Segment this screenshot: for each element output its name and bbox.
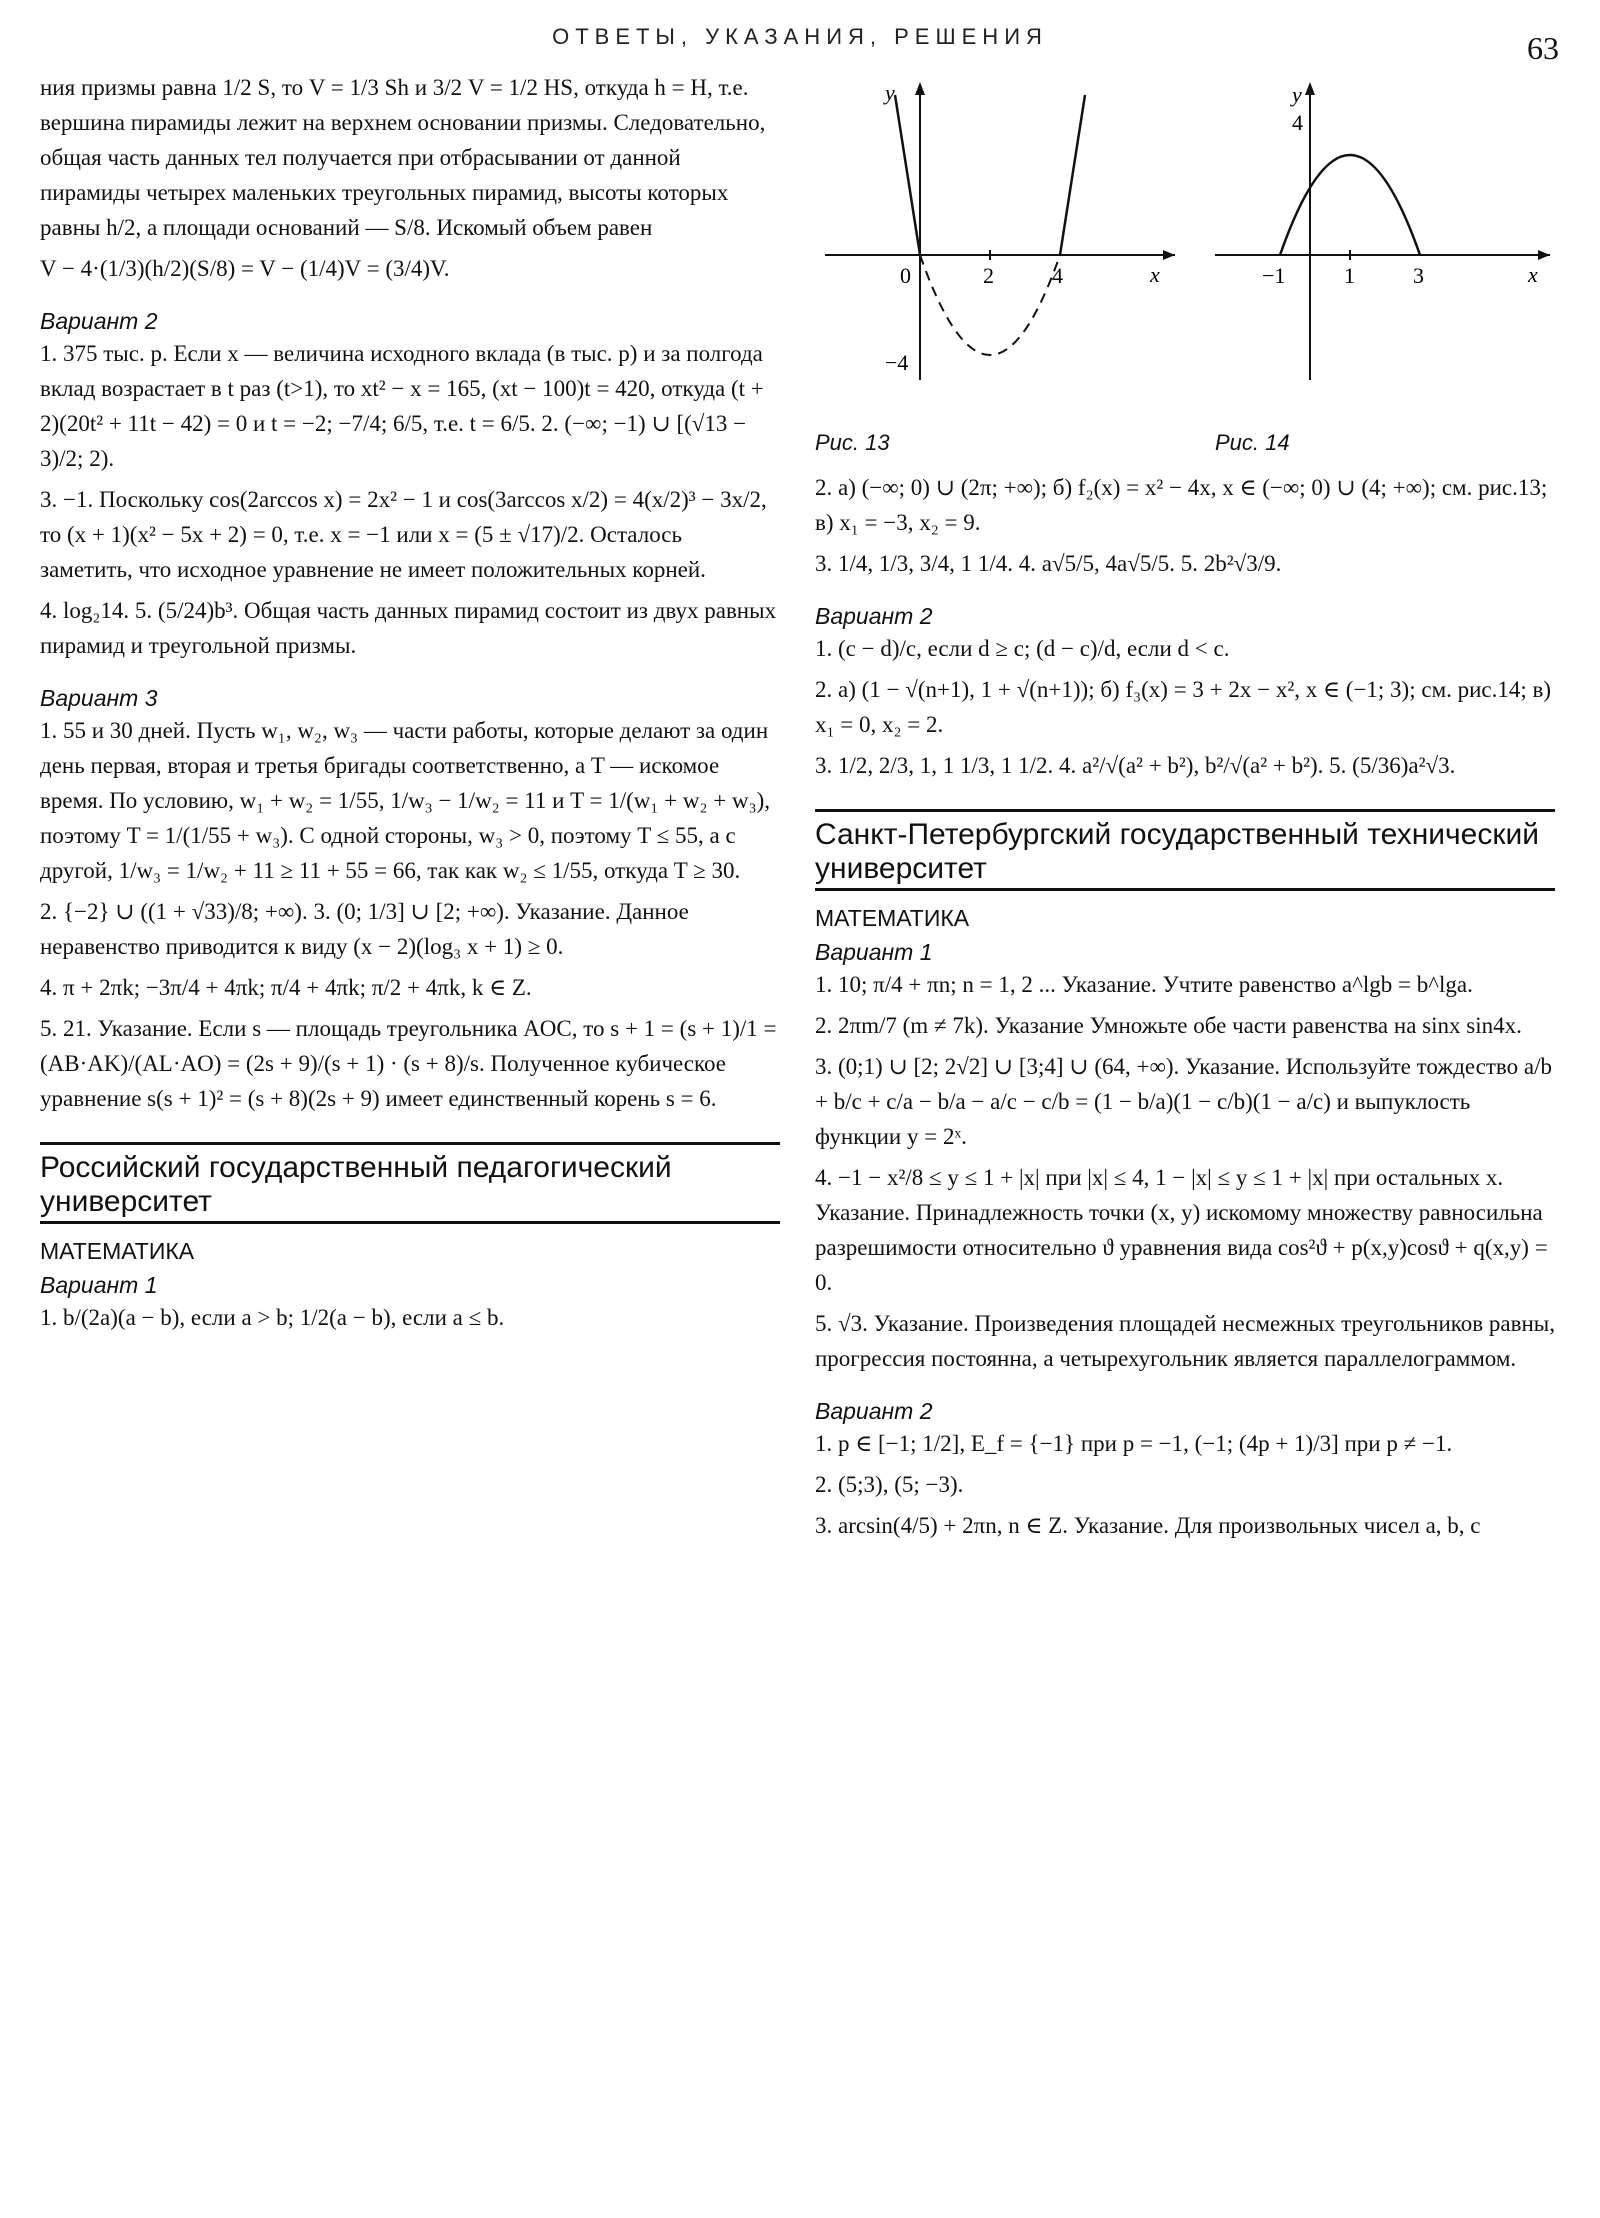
spbgtu-v1-answer-2: 2. 2πm/7 (m ≠ 7k). Указание Умножьте обе части равенства на sinx sin4x. [815, 1013, 1522, 1038]
x-axis-arrow [1538, 250, 1550, 260]
running-head: ОТВЕТЫ, УКАЗАНИЯ, РЕШЕНИЯ [552, 24, 1048, 49]
figure-14-caption: Рис. 14 [1215, 430, 1290, 455]
y-axis-label: y [885, 80, 895, 105]
tick-label-4: 4 [1052, 263, 1063, 288]
variant3-answer-4: 4. π + 2πk; −3π/4 + 4πk; π/4 + 4πk; π/2 + 4πk, k ∈ Z. [40, 975, 532, 1000]
tick-label-minus1: −1 [1262, 263, 1286, 288]
figure-14 [1210, 70, 1555, 455]
y-axis-label: y [1292, 82, 1302, 107]
spbgtu-v1-answer-5: 5. √3. Указание. Произведения площадей несмежных треугольников равны, прогрессия постоянна, а четырехугольник является параллелограммом. [815, 1311, 1555, 1371]
variant3-answer-5: 5. 21. Указание. Если s — площадь треугольника AOC, то s + 1 = (s + 1)/1 = (AB·AK)/(AL·AO) = (2s + 9)/(s + 1) · (s + 8)/s. Полученное кубическое уравнение s(s + 1)² = (s + 8)(2s + 9) имеет единственный корень s = 6. [40, 1016, 777, 1111]
tick-label-4: 4 [1292, 110, 1303, 135]
variant2-title: Вариант 2 [40, 308, 158, 334]
y-axis-arrow [915, 82, 925, 95]
x-axis-arrow [1163, 250, 1175, 260]
x-axis-label: x [1150, 262, 1160, 287]
page-number: 63 [1527, 30, 1559, 66]
x-axis-label: x [1528, 262, 1538, 287]
y-axis-arrow [1305, 82, 1315, 95]
tick-label-1: 1 [1344, 263, 1355, 288]
subject-heading: МАТЕМАТИКА [40, 1238, 195, 1264]
answers-top-2: 2. а) (−∞; 0) ∪ (2π; +∞); б) f₂(x) = x² − 4x, x ∈ (−∞; 0) ∪ (4; +∞); см. рис.13; в) x₁ = −3, x₂ = 9. [815, 475, 1548, 535]
variant3-answer-1: 1. 55 и 30 дней. Пусть w₁, w₂, w₃ — части работы, которые делают за один день первая, вторая и третья бригады соответственно, а T — искомое время. По условию, w₁ + w₂ = 1/55, 1/w₃ − 1/w₂ = 11 и T = 1/(w₁ + w₂ + w₃), поэтому T = 1/(1/55 + w₃). С одной стороны, w₃ > 0, поэтому T ≤ 55, а с другой, 1/w₃ = 1/w₂ + 11 ≥ 11 + 55 = 66, так как w₂ ≤ 1/55, откуда T ≥ 30. [40, 718, 771, 883]
spbgtu-variant2-title: Вариант 2 [815, 1398, 933, 1424]
tick-label-3: 3 [1413, 263, 1424, 288]
spbgtu-v2-answer-3: 3. arcsin(4/5) + 2πn, n ∈ Z. Указание. Для произвольных чисел a, b, c [815, 1513, 1481, 1538]
variant3-answer-2: 2. {−2} ∪ ((1 + √33)/8; +∞). 3. (0; 1/3] ∪ [2; +∞). Указание. Данное неравенство приводится к виду (x − 2)(log₃ x + 1) ≥ 0. [40, 899, 689, 959]
right-variant2-answer-2: 2. а) (1 − √(n+1), 1 + √(n+1)); б) f₃(x) = 3 + 2x − x², x ∈ (−1; 3); см. рис.14; в) x₁ = 0, x₂ = 2. [815, 677, 1552, 737]
figure-13 [815, 70, 1195, 455]
figures-row [815, 70, 1555, 470]
tick-label-2: 2 [983, 263, 994, 288]
right-column [815, 70, 1555, 1543]
spbgtu-v2-answer-1: 1. p ∈ [−1; 1/2], E_f = {−1} при p = −1, (−1; (4p + 1)/3] при p ≠ −1. [815, 1431, 1453, 1456]
tick-label-0: 0 [900, 263, 911, 288]
spbgtu-subject-heading: МАТЕМАТИКА [815, 905, 970, 931]
right-variant2-answer-1: 1. (c − d)/c, если d ≥ c; (d − c)/d, если d < c. [815, 636, 1230, 661]
section-title-rgpu: Российский государственный педагогический университет [40, 1142, 780, 1224]
spbgtu-v1-answer-3: 3. (0;1) ∪ [2; 2√2] ∪ [3;4] ∪ (64, +∞). Указание. Используйте тождество a/b + b/c + c/a − b/a − a/c − c/b = (1 − b/a)(1 − c/b)(1 − a/c) и выпуклость функции y = 2ˣ. [815, 1054, 1552, 1149]
parabola-right-branch [1060, 95, 1085, 255]
variant2-answer-3: 3. −1. Поскольку cos(2arccos x) = 2x² − 1 и cos(3arccos x/2) = 4(x/2)³ − 3x/2, то (x + 1)(x² − 5x + 2) = 0, т.е. x = −1 или x = (5 ± √17)/2. Осталось заметить, что исходное уравнение не имеет положительных корней. [40, 487, 767, 582]
figure-13-caption: Рис. 13 [815, 430, 890, 455]
answers-top-3: 3. 1/4, 1/3, 3/4, 1 1/4. 4. a√5/5, 4a√5/5. 5. 2b²√3/9. [815, 551, 1282, 576]
parabola-arc [1280, 155, 1420, 255]
spbgtu-variant1-title: Вариант 1 [815, 939, 933, 965]
left-column [40, 70, 780, 1335]
variant2-answer-1: 1. 375 тыс. р. Если x — величина исходного вклада (в тыс. р) и за полгода вклад возрастает в t раз (t>1), то xt² − x = 165, (xt − 100)t = 420, откуда (t + 2)(20t² + 11t − 42) = 0 и t = −2; −7/4; 6/5, т.е. t = 6/5. 2. (−∞; −1) ∪ [(√13 − 3)/2; 2). [40, 341, 764, 471]
right-variant2-title: Вариант 2 [815, 603, 933, 629]
figure-13-graph [815, 70, 1195, 400]
rgpu-variant1-title: Вариант 1 [40, 1272, 158, 1298]
parabola-left-branch [895, 95, 920, 255]
intro-formula: V − 4·(1/3)(h/2)(S/8) = V − (1/4)V = (3/4)V. [40, 256, 450, 281]
figure-14-graph [1210, 70, 1555, 400]
spbgtu-v2-answer-2: 2. (5;3), (5; −3). [815, 1472, 964, 1497]
variant3-title: Вариант 3 [40, 685, 158, 711]
spbgtu-v1-answer-1: 1. 10; π/4 + πn; n = 1, 2 ... Указание. Учтите равенство a^lgb = b^lga. [815, 972, 1473, 997]
intro-paragraph: ния призмы равна 1/2 S, то V = 1/3 Sh и 3/2 V = 1/2 HS, откуда h = H, т.е. вершина пирамиды лежит на верхнем основании призмы. Следовательно, общая часть данных тел получается при отбрасывании от данной пирамиды четырех маленьких треугольных пирамид, высоты которых равны h/2, а площади оснований — S/8. Искомый объем равен [40, 75, 766, 240]
tick-label-minus4: −4 [885, 350, 909, 375]
spbgtu-v1-answer-4: 4. −1 − x²/8 ≤ y ≤ 1 + |x| при |x| ≤ 4, 1 − |x| ≤ y ≤ 1 + |x| при остальных x. Указание. Принадлежность точки (x, y) искомому множеству равносильна разрешимости относительно ϑ уравнения вида cos²ϑ + p(x,y)cosϑ + q(x,y) = 0. [815, 1165, 1548, 1295]
section-title-spbgtu: Санкт-Петербургский государственный технический университет [815, 809, 1555, 891]
right-variant2-answer-3: 3. 1/2, 2/3, 1, 1 1/3, 1 1/2. 4. a²/√(a² + b²), b²/√(a² + b²). 5. (5/36)a²√3. [815, 753, 1456, 778]
variant2-answer-4: 4. log₂14. 5. (5/24)b³. Общая часть данных пирамид состоит из двух равных пирамид и треугольной призмы. [40, 598, 777, 658]
rgpu-answer-1: 1. b/(2a)(a − b), если a > b; 1/2(a − b), если a ≤ b. [40, 1305, 505, 1330]
